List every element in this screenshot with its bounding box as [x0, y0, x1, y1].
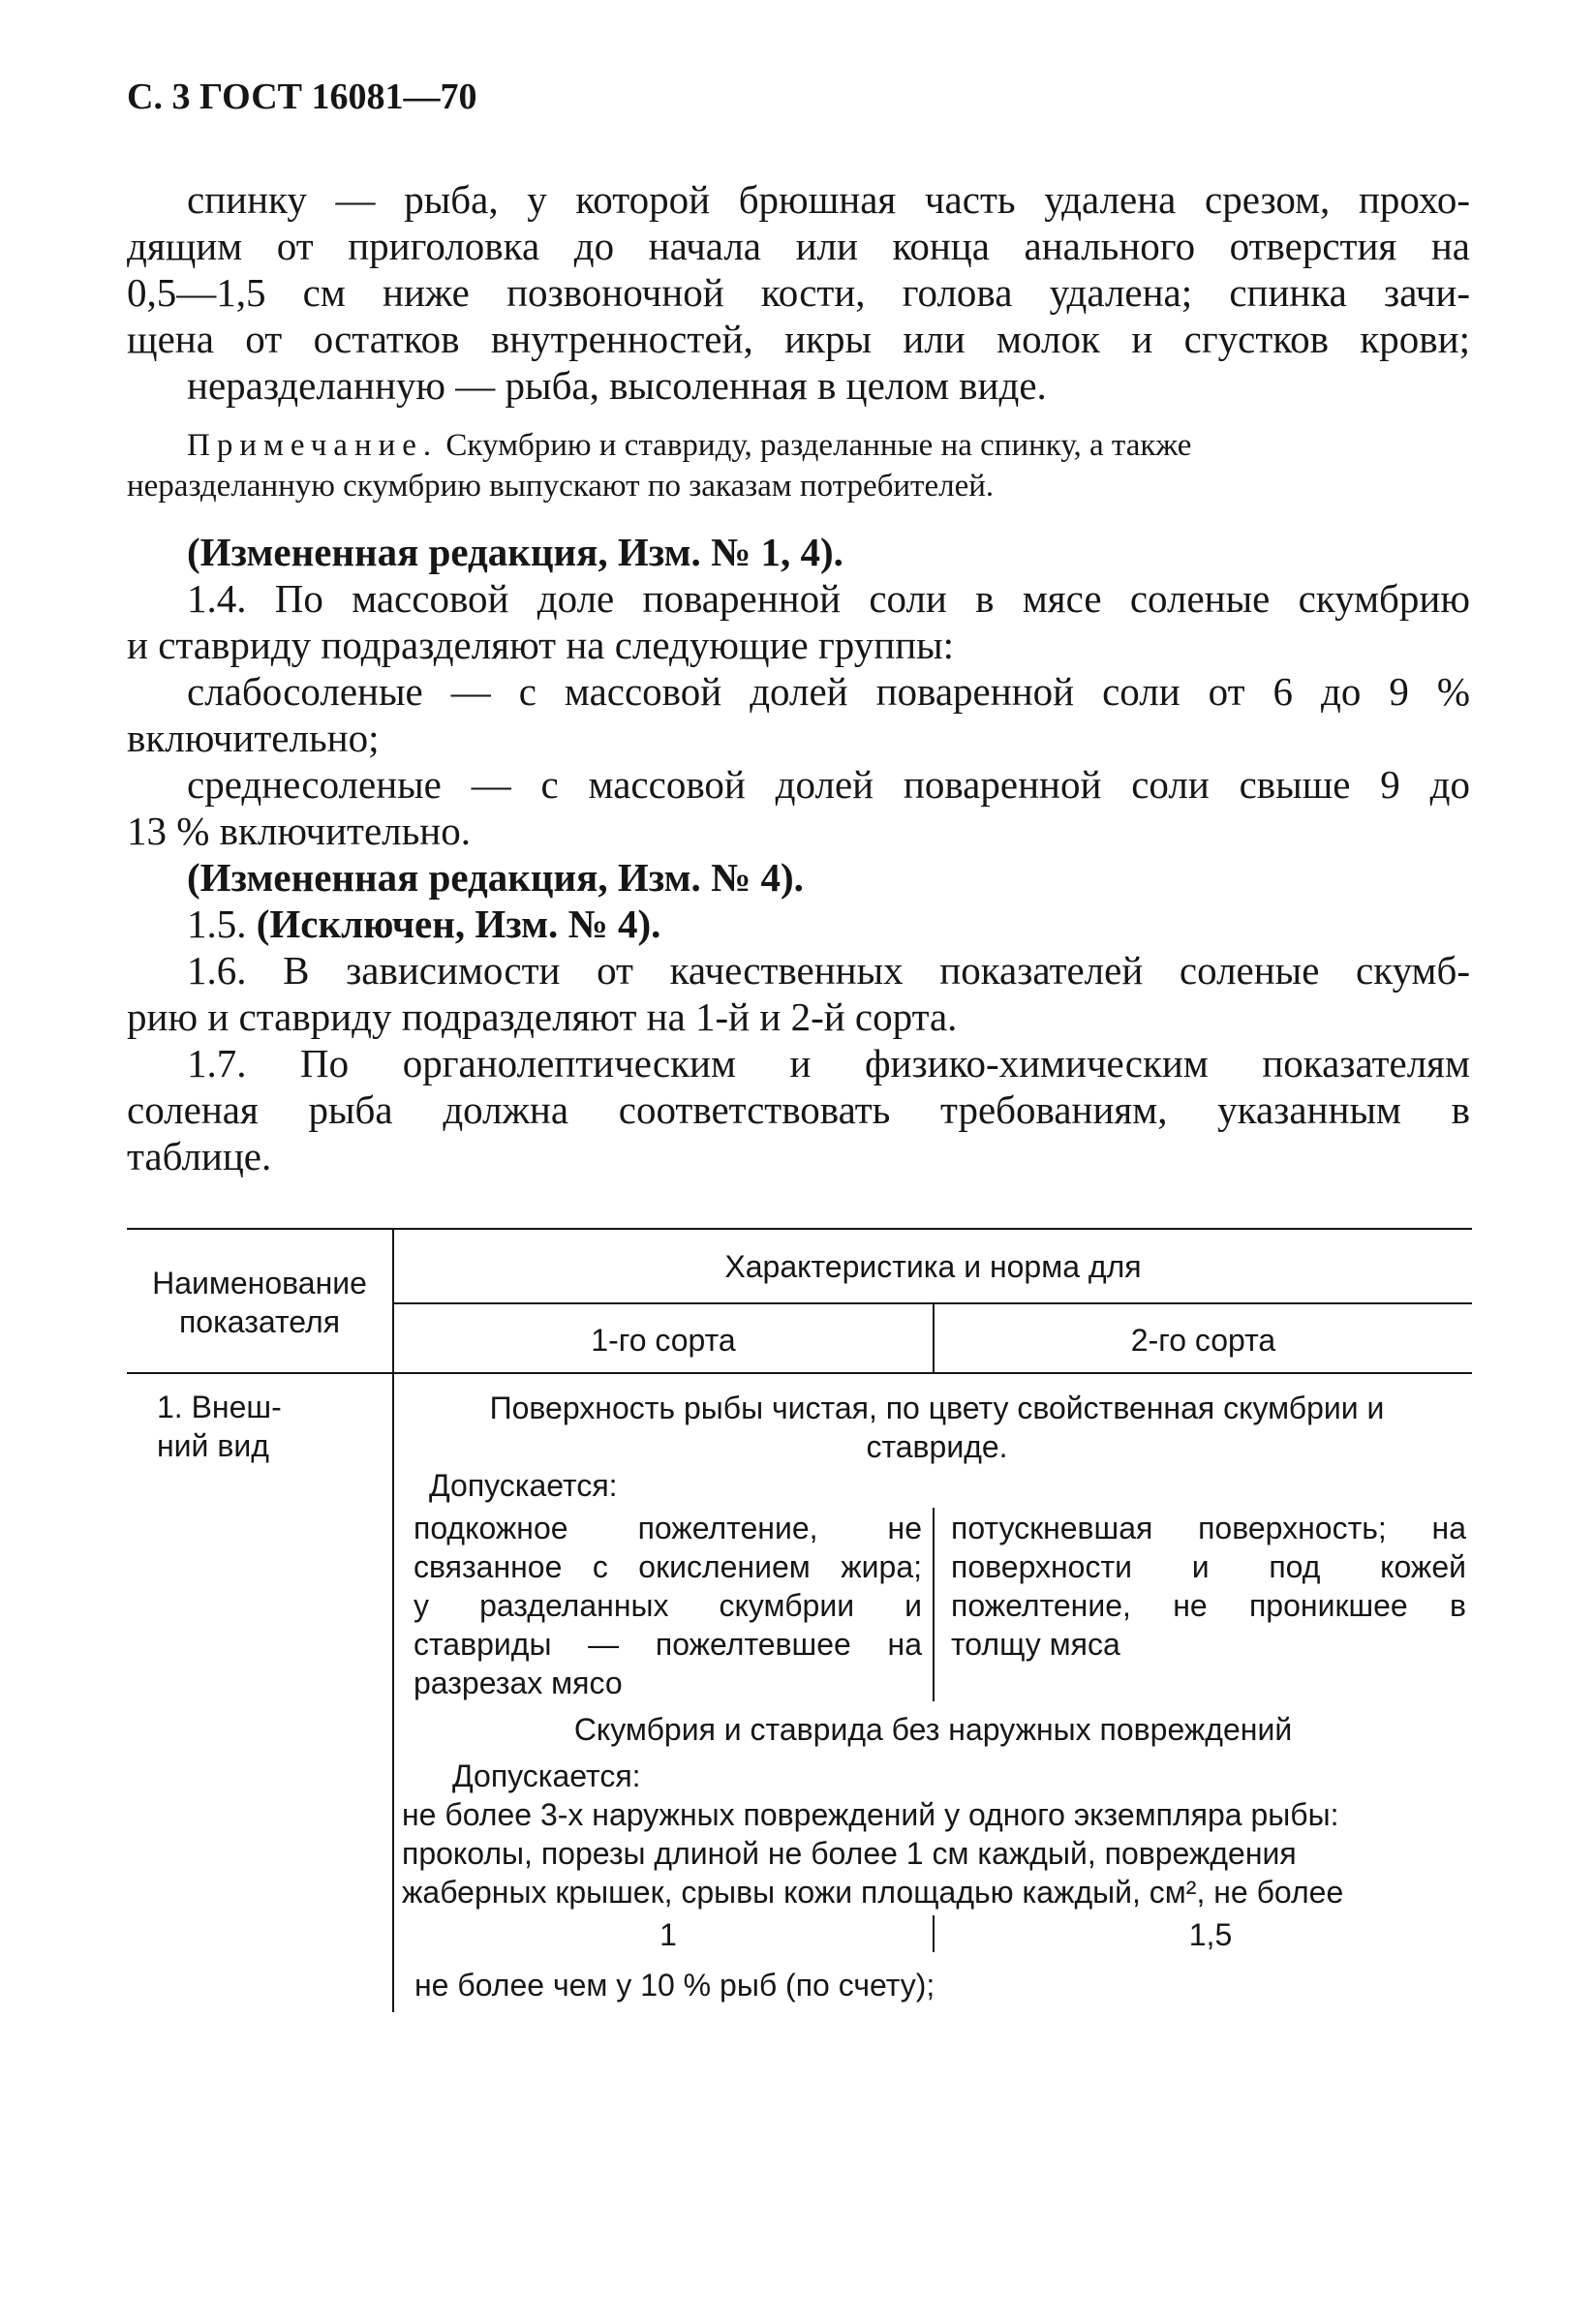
note-text: Скумбрию и ставриду, разделанные на спинку, а также: [438, 428, 1192, 463]
last-line: не более чем у 10 % рыб (по счету);: [414, 1968, 935, 2003]
header-grade-2: 2-го сорта: [1130, 1323, 1276, 1358]
allowance-line: толщу мяса: [951, 1627, 1120, 1662]
amendment-note: (Измененная редакция, Изм. № 4).: [187, 855, 804, 900]
body-line: 0,5—1,5 см ниже позвоночной кости, голова удалена; спинка зачи-: [127, 270, 1470, 315]
header-indicator-line: Наименование: [152, 1266, 367, 1300]
clause-1-6: 1.6. В зависимости от качественных показателей соленые скумб-: [187, 948, 1470, 993]
body-line: неразделанную — рыба, высоленная в целом виде.: [187, 363, 1047, 408]
surface-line: Поверхность рыбы чистая, по цвету свойственная скумбрии и: [489, 1391, 1385, 1425]
table-header-rule: [127, 1372, 1472, 1374]
note-label: Примечание.: [187, 428, 439, 463]
note: [187, 426, 1191, 465]
body-line: и ставриду подразделяют на следующие группы:: [127, 623, 955, 667]
allowance-line: пожелтение, не проникшее в: [951, 1588, 1466, 1623]
allowance-line: ставриды — пожелтевшее на: [414, 1627, 922, 1662]
allowance-line: потускневшая поверхность; на: [951, 1511, 1466, 1545]
surface-text: [402, 1389, 1472, 1466]
body-line: включительно;: [127, 716, 380, 760]
body-line: щена от остатков внутренностей, икры или молок и сгустков крови;: [127, 317, 1470, 361]
page-header: С. 3 ГОСТ 16081—70: [127, 76, 477, 117]
body-line: спинку — рыба, у которой брюшная часть удалена срезом, прохо-: [187, 177, 1470, 222]
allowed-label: Допускается:: [429, 1468, 618, 1503]
header-indicator: [127, 1264, 392, 1341]
clause-number: 1.5.: [187, 902, 247, 946]
surface-line: ставриде.: [866, 1429, 1008, 1464]
body-line: таблице.: [127, 1134, 272, 1178]
damage-line: жаберных крышек, срывы кожи площадью каждый, см², не более: [402, 1875, 1344, 1910]
allowance-line: у разделанных скумбрии и: [414, 1588, 922, 1623]
amendment-note: (Измененная редакция, Изм. № 1, 4).: [187, 530, 843, 574]
allowance-line: поверхности и под кожей: [951, 1549, 1466, 1584]
damage-line: не более 3-х наружных повреждений у одного экземпляра рыбы:: [402, 1797, 1339, 1832]
damage-line: проколы, порезы длиной не более 1 см каждый, повреждения: [402, 1836, 1297, 1871]
allowance-line: подкожное пожелтение, не: [414, 1511, 922, 1545]
clause-1-7: 1.7. По органолептическим и физико-химическим показателям: [187, 1041, 1470, 1086]
header-grade-1: 1-го сорта: [591, 1323, 736, 1358]
clause-1-4: 1.4. По массовой доле поваренной соли в мясе соленые скумбрию: [187, 576, 1470, 621]
table-grade-divider: [933, 1508, 935, 1701]
grade-1-value: 1: [659, 1917, 677, 1952]
body-line: дящим от приголовка до начала или конца анального отверстия на: [127, 224, 1470, 268]
body-line: 13 % включительно.: [127, 809, 471, 853]
body-line: среднесоленые — с массовой долей поваренной соли свыше 9 до: [187, 762, 1470, 807]
header-indicator-line: показателя: [178, 1304, 341, 1339]
row-indicator-line: 1. Внеш-: [157, 1390, 282, 1424]
row-indicator: [157, 1388, 282, 1465]
allowance-line: разрезах мясо: [414, 1666, 623, 1700]
allowance-line: связанное с окислением жира;: [414, 1549, 922, 1584]
grade-1-allowance: [414, 1509, 922, 1702]
table-grade-divider: [933, 1915, 935, 1952]
allowed-label: Допускается:: [452, 1758, 641, 1793]
table-top-rule: [127, 1228, 1472, 1230]
grade-2-allowance: [951, 1509, 1466, 1664]
clause-1-5: [187, 901, 660, 947]
header-characteristic: Характеристика и норма для: [724, 1249, 1142, 1284]
row-indicator-line: ний вид: [157, 1428, 269, 1463]
note-line: неразделанную скумбрию выпускают по заказам потребителей.: [127, 469, 995, 504]
clause-text: (Исключен, Изм. № 4).: [256, 902, 661, 946]
grade-2-value: 1,5: [1188, 1917, 1233, 1952]
body-line: рию и ставриду подразделяют на 1-й и 2-й сорта.: [127, 994, 958, 1039]
no-damage-text: Скумбрия и ставрида без наружных повреждений: [573, 1712, 1293, 1747]
body-line: соленая рыба должна соответствовать требованиям, указанным в: [127, 1087, 1470, 1132]
body-line: слабосоленые — с массовой долей поваренной соли от 6 до 9 %: [187, 669, 1470, 714]
